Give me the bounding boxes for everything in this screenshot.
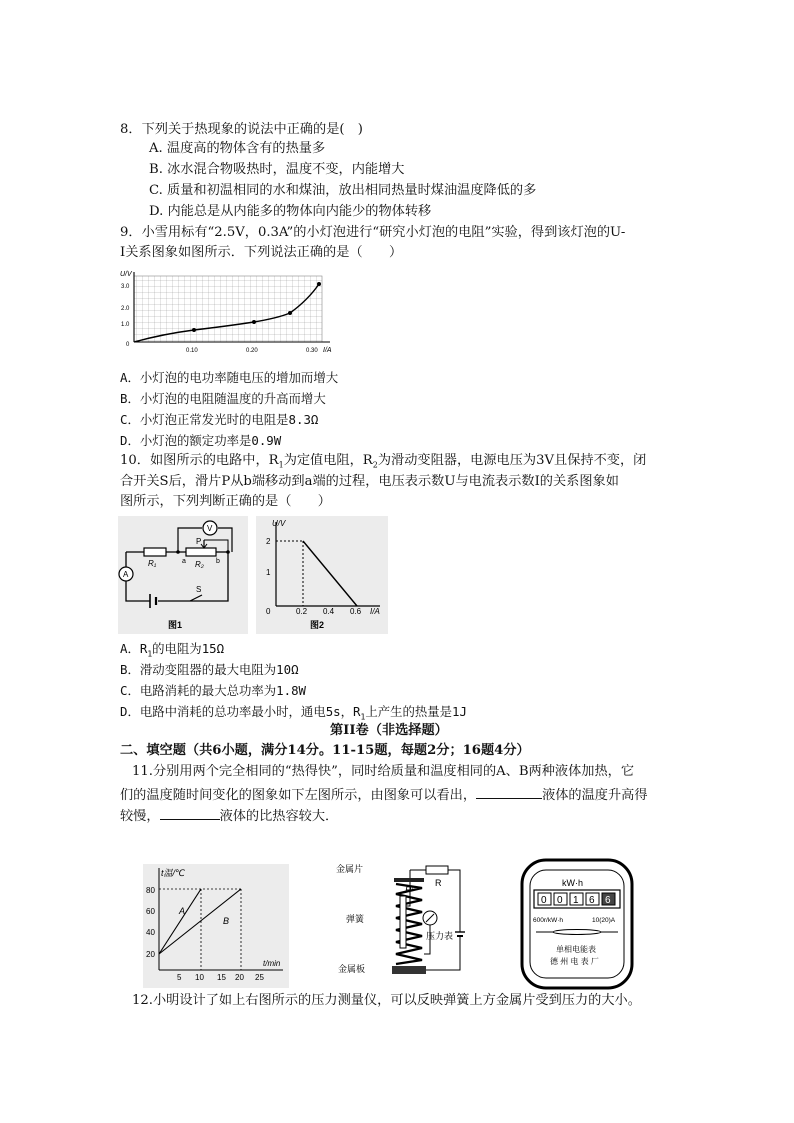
x-axis-label: I/A [323, 347, 332, 354]
y-tick: 1.0 [121, 322, 130, 328]
resistor-r1-icon [144, 548, 166, 556]
y-axis-label: t温/℃ [161, 868, 186, 878]
meter-spec-left: 600r/kW·h [533, 917, 563, 924]
q11-temperature-graph [143, 864, 289, 988]
q8-option-b: B. 冰水混合物吸热时，温度不变，内能增大 [149, 162, 405, 177]
q8-option-c: C. 质量和初温相同的水和煤油，放出相同热量时煤油温度降低的多 [149, 183, 537, 198]
electricity-meter-figure [520, 858, 634, 990]
svg-text:P: P [196, 537, 202, 546]
y-tick: 2.0 [121, 306, 130, 312]
q10-stem-line2: 合开关S后，滑片P从b端移动到a端的过程，电压表示数U与电流表示数I的关系图象如 [120, 474, 619, 489]
q10-ui-graph [256, 516, 388, 634]
q9-option-c: C．小灯泡正常发光时的电阻是8.3Ω [120, 412, 319, 427]
y-axis-label: U/V [120, 271, 132, 278]
svg-text:b: b [216, 558, 220, 565]
x-tick: 0.20 [246, 348, 258, 354]
q10-option-d: D．电路中消耗的总功率最小时，通电5s，$R_1$上产生的热量是1J [120, 704, 467, 722]
x-axis-label: I/A [370, 607, 380, 616]
q9-option-d: D．小灯泡的额定功率是0.9W [120, 433, 282, 448]
x-axis-label: t/min [263, 959, 281, 968]
series-a-label: A [179, 906, 186, 916]
q8-stem: 8．下列关于热现象的说法中正确的是( ) [120, 122, 363, 137]
meter-digit: 0 [557, 895, 563, 906]
x-tick: 0 [266, 607, 271, 616]
q9-option-b: B．小灯泡的电阻随温度的升高而增大 [120, 391, 326, 406]
q9-stem-line1: 9．小雪用标有“2.5V，0.3A”的小灯泡进行“研究小灯泡的电阻”实验，得到该灯泡的U- [120, 225, 626, 240]
blank-1 [476, 784, 542, 799]
q10-option-a: A．$R_1$的电阻为15Ω [120, 641, 225, 659]
meter-unit: kW·h [562, 878, 583, 888]
meter-digit: 0 [541, 895, 547, 906]
blank-2 [160, 805, 220, 820]
x-tick: 20 [235, 973, 244, 982]
svg-text:a: a [182, 558, 186, 565]
y-tick: 1 [266, 568, 271, 577]
resistor-r2-icon [186, 548, 216, 556]
fig1-caption: 图1 [168, 620, 183, 630]
label-plate-top: 金属片 [336, 864, 364, 874]
meter-disk-icon [553, 930, 601, 935]
svg-text:压力表: 压力表 [426, 931, 454, 941]
x-tick: 25 [255, 973, 264, 982]
label-plate-bottom: 金属板 [338, 964, 366, 974]
meter-name1: 单相电能表 [556, 945, 596, 954]
svg-text:R′: R′ [405, 885, 414, 895]
q8-option-d: D. 内能总是从内能多的物体向内能少的物体转移 [149, 204, 432, 219]
y-tick: 60 [146, 907, 155, 916]
q11-line1: 11.分别用两个完全相同的“热得快”，同时给质量和温度相同的A、B两种液体加热，它 [132, 764, 635, 779]
y-tick: 80 [146, 886, 155, 895]
svg-text:A: A [123, 570, 129, 579]
svg-text:V: V [207, 524, 213, 533]
q9-ui-graph [118, 268, 340, 356]
meter-name2: 德 州 电 表 厂 [550, 957, 599, 966]
q10-option-b: B．滑动变阻器的最大电阻为10Ω [120, 662, 299, 677]
x-tick: 0.2 [296, 607, 308, 616]
q10-circuit-figure [118, 516, 248, 634]
x-tick: 15 [217, 973, 226, 982]
svg-text:S: S [196, 585, 202, 594]
section-title: 第II卷（非选择题） [330, 723, 448, 738]
svg-text:R₂: R₂ [195, 560, 204, 569]
meter-spec-right: 10(20)A [592, 917, 616, 924]
x-tick: 0.30 [306, 348, 318, 354]
q9-option-a: A．小灯泡的电功率随电压的增加而增大 [120, 370, 339, 385]
x-tick: 0.6 [350, 607, 362, 616]
x-tick: 10 [195, 973, 204, 982]
svg-text:R: R [435, 878, 442, 888]
meter-digit: 1 [573, 895, 579, 906]
data-point [192, 328, 196, 332]
data-point [252, 320, 256, 324]
y-tick: 40 [146, 928, 155, 937]
y-tick: 20 [146, 950, 155, 959]
variable-resistor-icon [400, 896, 406, 948]
x-tick: 0.4 [323, 607, 335, 616]
meter-digit: 6 [605, 895, 611, 906]
data-point [288, 311, 292, 315]
y-axis-label: U/V [272, 519, 286, 528]
q9-stem-line2: I关系图象如图所示．下列说法正确的是（ ） [120, 245, 403, 260]
part2-heading: 二、填空题（共6小题，满分14分。11-15题，每题2分；16题4分） [120, 743, 530, 758]
svg-text:R₁: R₁ [148, 559, 157, 568]
q11-line2: 们的温度随时间变化的图象如下左图所示，由图象可以看出， 液体的温度升高得 [120, 784, 648, 805]
q10-stem-line1: 10．如图所示的电路中，$R_1$为定值电阻，$R_2$为滑动变阻器，电源电压为3V且保持不变，闭 [120, 453, 647, 470]
y-tick: 3.0 [121, 284, 130, 290]
series-b-label: B [223, 916, 230, 926]
fig2-caption: 图2 [310, 620, 325, 630]
label-spring: 弹簧 [346, 914, 365, 924]
data-point [317, 282, 321, 286]
resistor-r-icon [426, 866, 448, 874]
y-tick: 0 [126, 342, 130, 348]
y-tick: 2 [266, 537, 271, 546]
meter-digit: 6 [589, 895, 595, 906]
x-tick: 0.10 [186, 348, 198, 354]
q10-stem-line3: 图所示，下列判断正确的是（ ） [120, 494, 331, 509]
q10-option-c: C．电路消耗的最大总功率为1.8W [120, 683, 306, 698]
q12-text: 12.小明设计了如上右图所示的压力测量仪，可以反映弹簧上方金属片受到压力的大小。 [132, 993, 641, 1008]
x-tick: 5 [177, 973, 182, 982]
q8-option-a: A. 温度高的物体含有的热量多 [149, 141, 326, 156]
pressure-device-figure [336, 860, 476, 990]
q11-line3: 较慢， 液体的比热容较大． [120, 805, 338, 826]
